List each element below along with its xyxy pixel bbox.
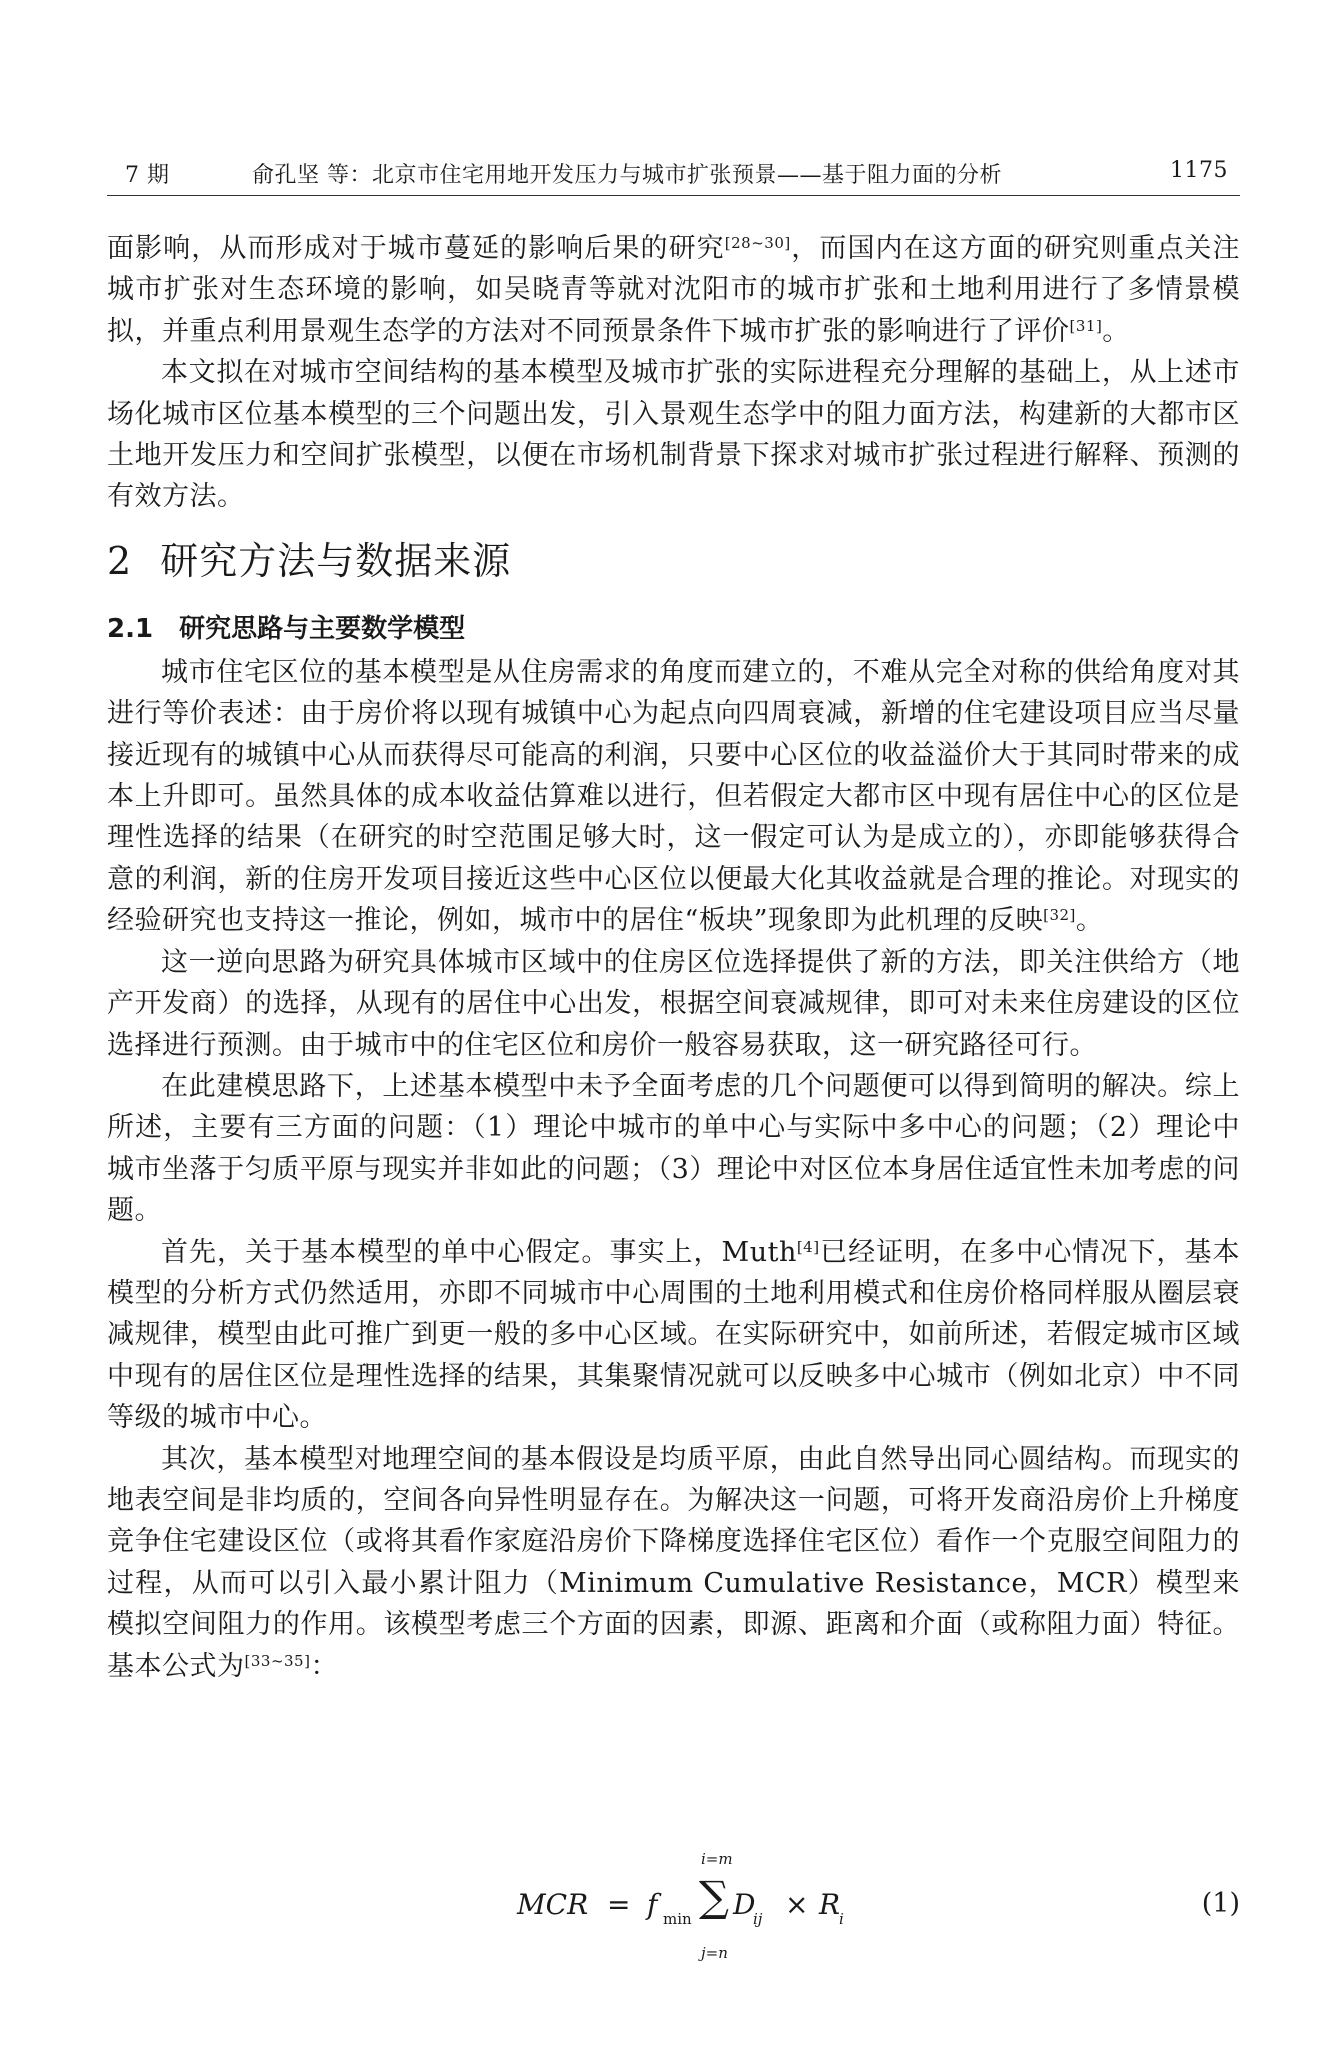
header-rule [107, 195, 1240, 196]
formula-lhs: MCR [517, 1888, 589, 1921]
paragraph: 面影响，从而形成对于城市蔓延的影响后果的研究[28~30]，而国内在这方面的研究则重点关注城市扩张对生态环境的影响，如吴晓青等就对沈阳市的城市扩张和土地利用进行了多情景模拟，并重点利用景观生态学的方法对不同预景条件下城市扩张的影响进行了评价[31]。 [107, 233, 1241, 347]
paragraph: 在此建模思路下，上述基本模型中未予全面考虑的几个问题便可以得到简明的解决。综上所述，主要有三方面的问题：（1）理论中城市的单中心与实际中多中心的问题；（2）理论中城市坐落于匀质平原与现实并非如此的问题；（3）理论中对区位本身居住适宜性未加考虑的问题。 [107, 1070, 1240, 1227]
formula-D-sub: ij [753, 1910, 763, 1928]
body-text [107, 228, 1240, 1687]
section-heading: 2 研究方法与数据来源 [107, 538, 512, 583]
paragraph: 城市住宅区位的基本模型是从住房需求的角度而建立的，不难从完全对称的供给角度对其进行等价表述：由于房价将以现有城镇中心为起点向四周衰减，新增的住宅建设项目应当尽量接近现有的城镇中心从而获得尽可能高的利润，只要中心区位的收益溢价大于其同时带来的成本上升即可。虽然具体的成本收益估算难以进行，但若假定大都市区中现有居住中心的区位是理性选择的结果（在研究的时空范围足够大时，这一假定可认为是成立的），亦即能够获得合意的利润，新的住房开发项目接近这些中心区位以便最大化其收益就是合理的推论。对现实的经验研究也支持这一推论，例如，城市中的居住“板块”现象即为此机理的反映[32]。 [107, 656, 1240, 937]
subsection-heading: 2.1 研究思路与主要数学模型 [107, 613, 466, 644]
running-title: 俞孔坚 等：北京市住宅用地开发压力与城市扩张预景——基于阻力面的分析 [252, 163, 1002, 188]
sum-symbol: ∑ [699, 1872, 729, 1921]
formula-equals: = [607, 1888, 631, 1921]
running-header [107, 150, 1240, 190]
paragraph: 其次，基本模型对地理空间的基本假设是均质平原，由此自然导出同心圆结构。而现实的地表空间是非均质的，空间各向异性明显存在。为解决这一问题，可将开发商沿房价上升梯度竞争住宅建设区位（或将其看作家庭沿房价下降梯度选择住宅区位）看作一个克服空间阻力的过程，从而可以引入最小累计阻力（Minimum Cumulative Resistance，MCR）模型来模拟空间阻力的作用。该模型考虑三个方面的因素，即源、距离和介面（或称阻力面）特征。基本公式为[33~35]： [107, 1443, 1240, 1682]
formula-R-sub: i [839, 1910, 844, 1928]
paragraph: 这一逆向思路为研究具体城市区域中的住房区位选择提供了新的方法，即关注供给方（地产开发商）的选择，从现有的居住中心出发，根据空间衰减规律，即可对未来住房建设的区位选择进行预测。由于城市中的住宅区位和房价一般容易获取，这一研究路径可行。 [107, 946, 1240, 1061]
citation: [33~35] [244, 1651, 311, 1670]
citation: [28~30] [724, 234, 791, 252]
formula-f-sub: min [663, 1910, 692, 1928]
sum-lower-limit: j=n [701, 1944, 728, 1962]
paragraph: 首先，关于基本模型的单中心假定。事实上，Muth[4]已经证明，在多中心情况下，基本模型的分析方式仍然适用，亦即不同城市中心周围的土地利用模式和住房价格同样服从圈层衰减规律，模型由此可推广到更一般的多中心区域。在实际研究中，如前所述，若假定城市区域中现有的居住区位是理性选择的结果，其集聚情况就可以反映多中心城市（例如北京）中不同等级的城市中心。 [107, 1236, 1240, 1434]
equation-number: (1) [1201, 1888, 1240, 1919]
formula-D: D [733, 1888, 756, 1921]
citation: [32] [1043, 906, 1076, 925]
citation: [4] [796, 1237, 820, 1256]
equation-expression [517, 1848, 937, 1968]
formula-times: × [785, 1888, 809, 1921]
equation [107, 1848, 1240, 1968]
paragraph: 本文拟在对城市空间结构的基本模型及城市扩张的实际进程充分理解的基础上，从上述市场化城市区位基本模型的三个问题出发，引入景观生态学中的阻力面方法，构建新的大都市区土地开发压力和空间扩张模型，以便在市场机制背景下探求对城市扩张过程进行解释、预测的有效方法。 [107, 357, 1240, 513]
page-number: 1175 [1170, 158, 1228, 183]
sum-upper-limit: i=m [701, 1850, 733, 1868]
citation: [31] [1069, 316, 1103, 335]
formula-R: R [819, 1888, 841, 1921]
issue-number: 7 期 [125, 163, 170, 188]
formula-f: f [647, 1888, 658, 1921]
